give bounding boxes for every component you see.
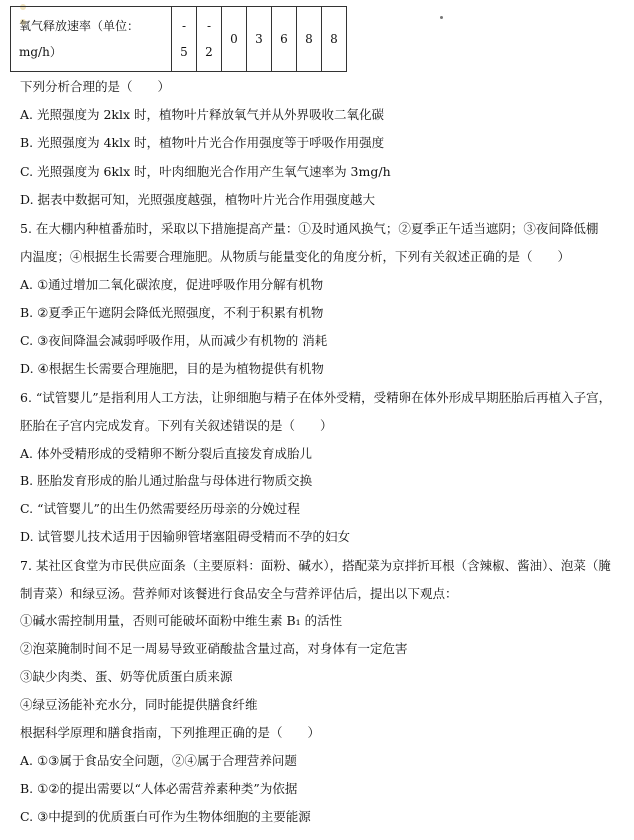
table-cell-neg-2 xyxy=(197,7,222,72)
table-cell-neg-1 xyxy=(172,7,197,72)
option-c: C. ③夜间降温会减弱呼吸作用，从而减少有机物的 消耗 xyxy=(20,333,328,348)
question-5-line-1: 5. 在大棚内种植番茄时，采取以下措施提高产量：①及时通风换气；②夏季正午适当遮阴；③夜间降低棚 xyxy=(20,221,599,236)
option-c: C. ③中提到的优质蛋白可作为生物体细胞的主要能源 xyxy=(20,809,311,824)
question-7-line-1: 7. 某社区食堂为市民供应面条（主要原料：面粉、碱水），搭配菜为京拌折耳根（含辣椒、酱油）、泡菜（腌 xyxy=(20,558,611,573)
option-a: A. ①③属于食品安全问题，②④属于合理营养问题 xyxy=(20,753,297,768)
question-6-line-2: 胚胎在子宫内完成发育。下列有关叙述错误的是（ ） xyxy=(20,418,333,433)
option-a: A. ①通过增加二氧化碳浓度，促进呼吸作用分解有机物 xyxy=(20,277,324,292)
dot-mark xyxy=(440,16,443,19)
option-b: B. ②夏季正午遮阴会降低光照强度，不利于积累有机物 xyxy=(20,305,324,320)
viewpoint-1: ①碱水需控制用量，否则可能破坏面粉中维生素 B₁ 的活性 xyxy=(20,613,343,628)
viewpoint-2: ②泡菜腌制时间不足一周易导致亚硝酸盐含量过高，对身体有一定危害 xyxy=(20,641,408,656)
label-line-1: 氧气释放速率（单位： xyxy=(19,19,140,33)
question-5-line-2: 内温度；④根据生长需要合理施肥。从物质与能量变化的角度分析，下列有关叙述正确的是（ ） xyxy=(20,249,571,264)
option-d: D. 试管婴儿技术适用于因输卵管堵塞阻碍受精而不孕的妇女 xyxy=(20,529,351,544)
question-stem: 下列分析合理的是（ ） xyxy=(20,79,171,94)
neg-sign-1: - xyxy=(181,19,187,33)
option-d: D. ④根据生长需要合理施肥，目的是为植物提供有机物 xyxy=(20,361,324,376)
option-b: B. 光照强度为 4klx 时，植物叶片光合作用强度等于呼吸作用强度 xyxy=(20,135,385,150)
option-c: C. 光照强度为 6klx 时，叶肉细胞光合作用产生氧气速率为 3mg/h xyxy=(20,164,391,179)
table-row-label xyxy=(11,7,172,72)
viewpoint-4: ④绿豆汤能补充水分，同时能提供膳食纤维 xyxy=(20,697,258,712)
table-cell-value: 3 xyxy=(247,7,272,72)
label-line-2: mg/h） xyxy=(19,45,62,59)
option-a: A. 光照强度为 2klx 时，植物叶片释放氧气并从外界吸收二氧化碳 xyxy=(20,107,384,122)
neg-sign-2: - xyxy=(206,19,212,33)
table-cell-value: 0 xyxy=(222,7,247,72)
question-7-line-2: 制青菜）和绿豆汤。营养师对该餐进行食品安全与营养评估后，提出以下观点： xyxy=(20,586,458,601)
table-row xyxy=(11,7,347,72)
header-watermark-decoration xyxy=(20,0,140,4)
viewpoint-3: ③缺少肉类、蛋、奶等优质蛋白质来源 xyxy=(20,669,233,684)
option-c: C. “试管婴儿”的出生仍然需要经历母亲的分娩过程 xyxy=(20,501,300,516)
neg-value-2: 2 xyxy=(205,45,213,59)
neg-value-1: 5 xyxy=(180,45,188,59)
oxygen-release-table xyxy=(10,6,347,72)
table-cell-value: 6 xyxy=(272,7,297,72)
table-cell-value: 8 xyxy=(297,7,322,72)
option-d: D. 据表中数据可知，光照强度越强，植物叶片光合作用强度越大 xyxy=(20,192,376,207)
table-cell-value: 8 xyxy=(322,7,347,72)
option-b: B. 胚胎发育形成的胎儿通过胎盘与母体进行物质交换 xyxy=(20,473,313,488)
option-a: A. 体外受精形成的受精卵不断分裂后直接发育成胎儿 xyxy=(20,446,312,461)
question-6-line-1: 6. “试管婴儿”是指利用人工方法，让卵细胞与精子在体外受精，受精卵在体外形成早期胚胎后再植入子宫， xyxy=(20,390,612,405)
question-7-prompt: 根据科学原理和膳食指南，下列推理正确的是（ ） xyxy=(20,725,321,740)
option-b: B. ①②的提出需要以“人体必需营养素种类”为依据 xyxy=(20,781,298,796)
